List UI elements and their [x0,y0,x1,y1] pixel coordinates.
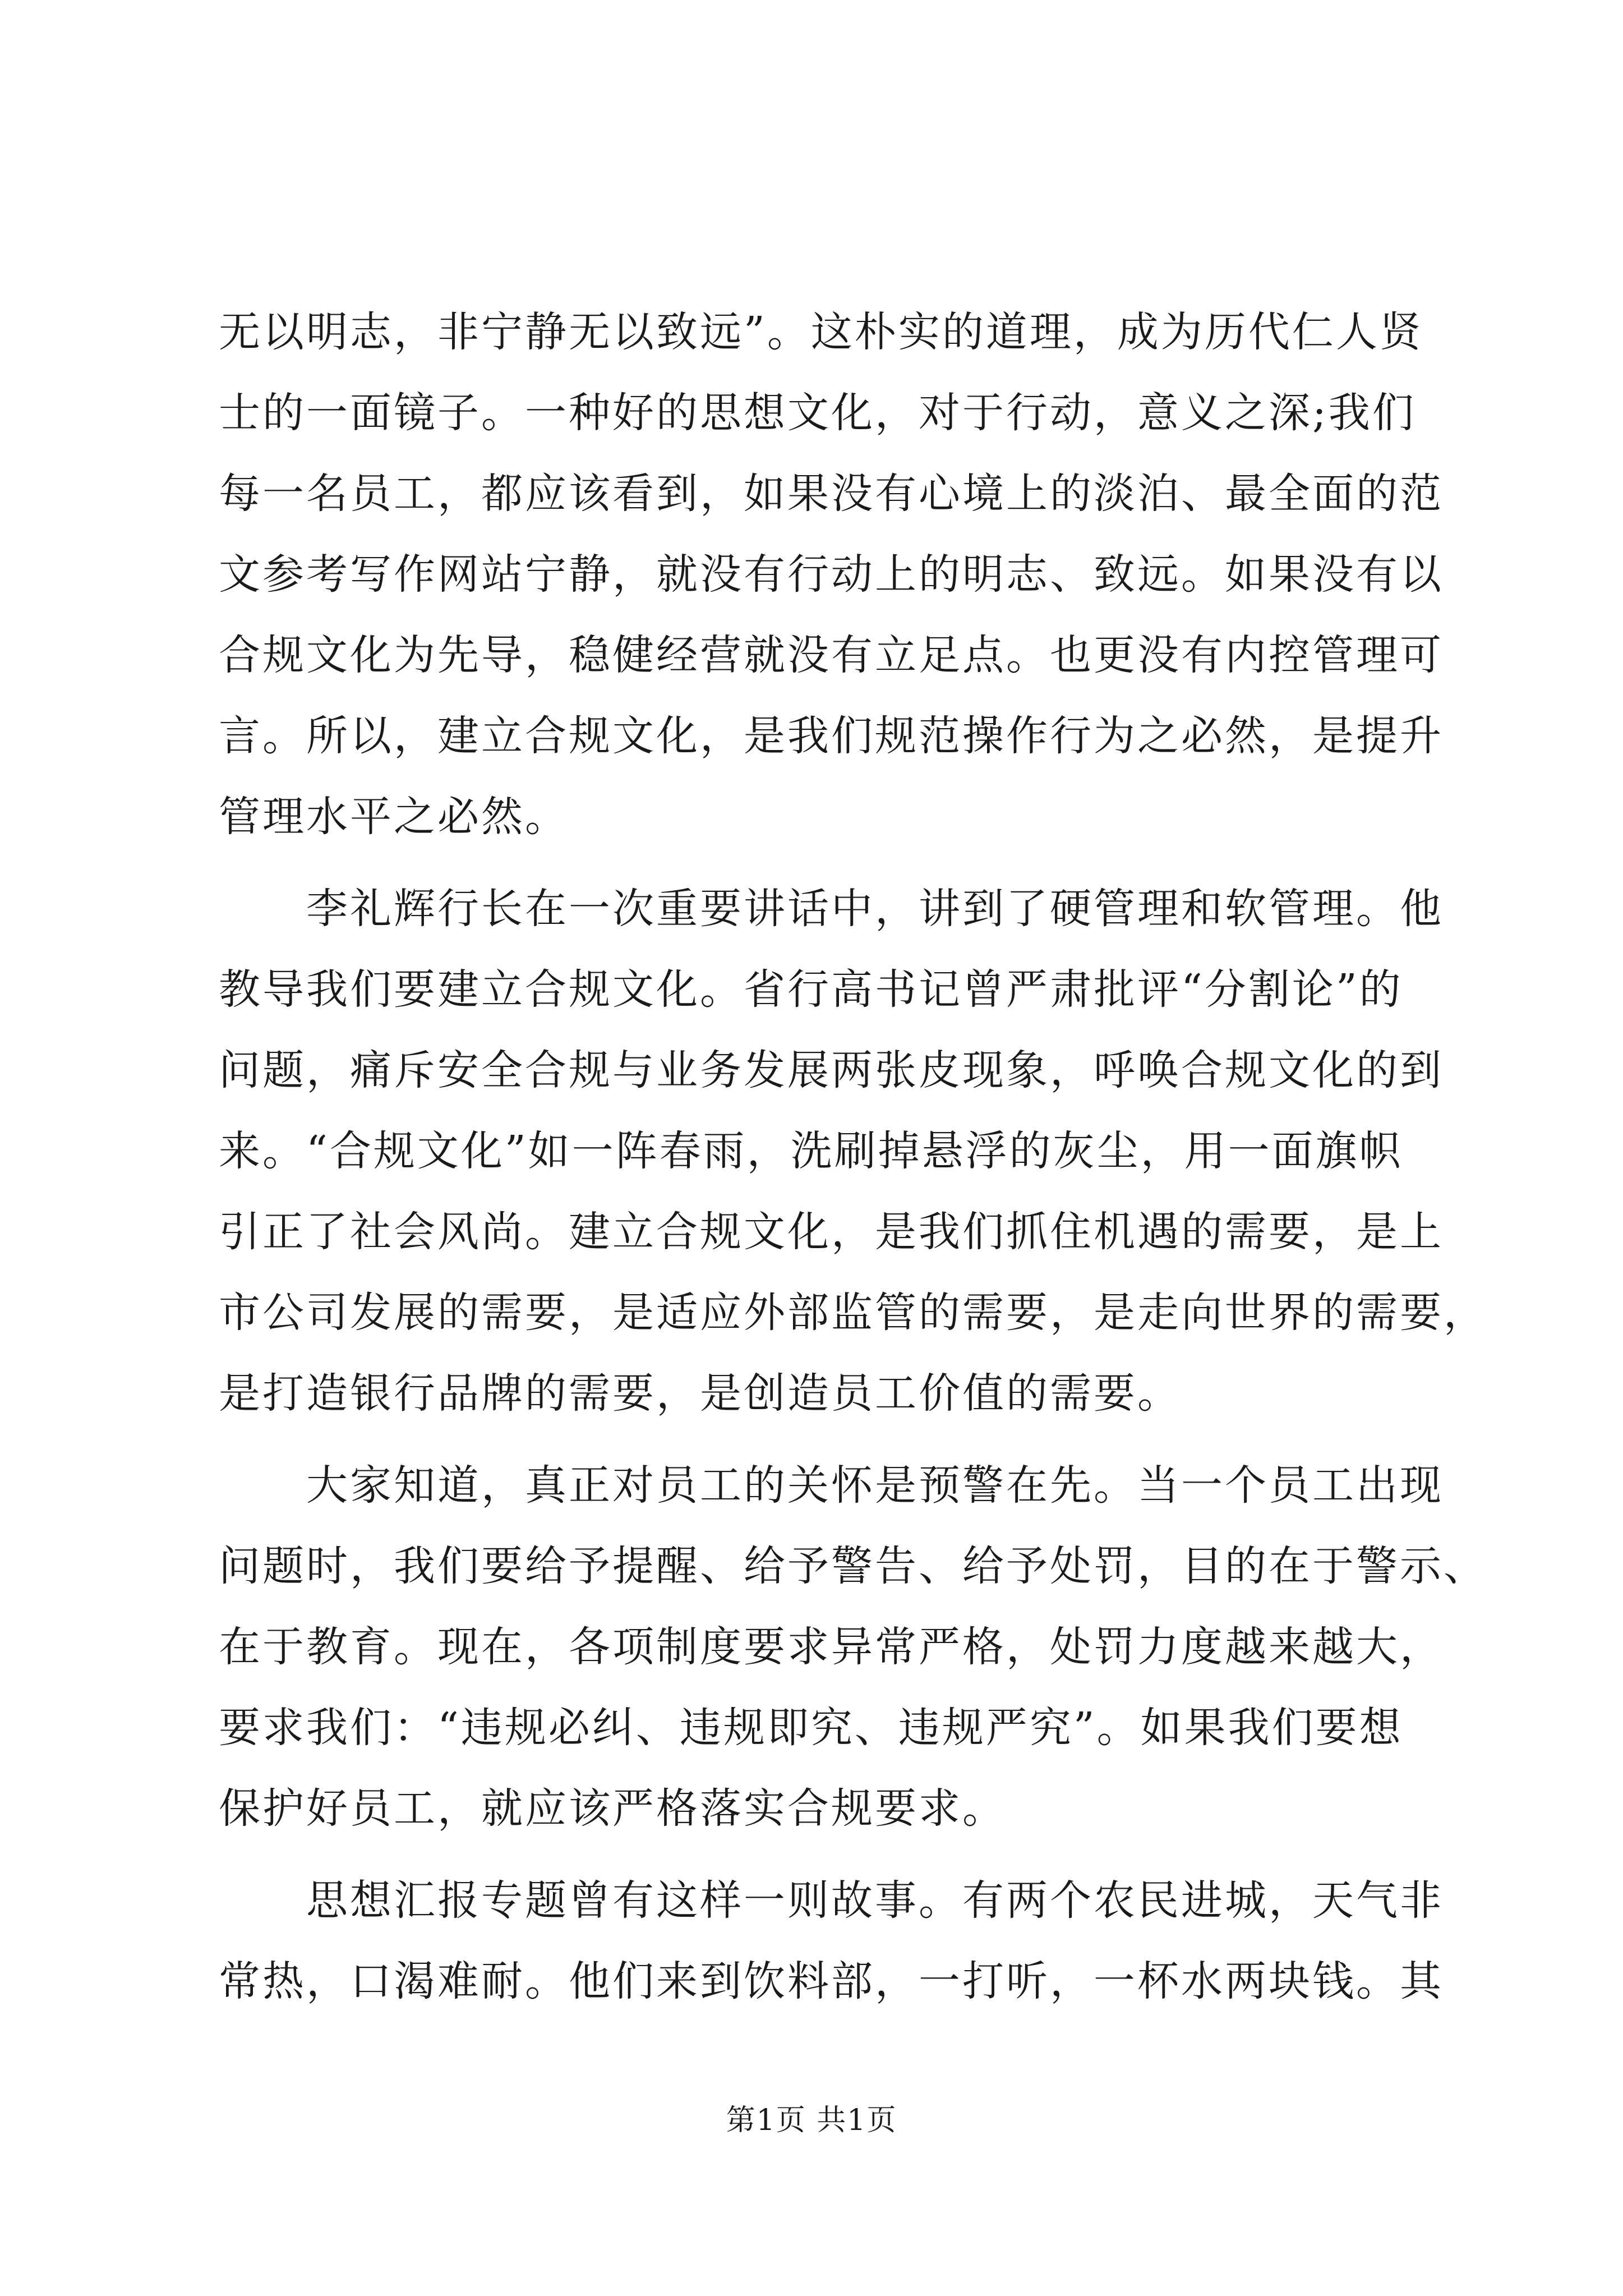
text-line: 常热，口渴难耐。他们来到饮料部，一打听，一杯水两块钱。其 [219,1957,1444,2005]
text-line: 在于教育。现在，各项制度要求异常严格，处罚力度越来越大， [219,1623,1444,1671]
paragraph-spacing [219,1434,1413,1445]
text-line: 文参考写作网站宁静，就没有行动上的明志、致远。如果没有以 [219,550,1444,599]
paragraph-3 [219,1445,1487,1849]
paragraph-1 [219,292,1444,857]
text-line: 来。“合规文化”如一阵春雨，洗刷掉悬浮的灰尘，用一面旗帜 [219,1127,1403,1175]
text-line: 市公司发展的需要，是适应外部监管的需要，是走向世界的需要， [219,1289,1487,1337]
text-line: 言。所以，建立合规文化，是我们规范操作行为之必然，是提升 [219,712,1444,760]
paragraph-spacing [219,857,1413,868]
text-line: 合规文化为先导，稳健经营就没有立足点。也更没有内控管理可 [219,631,1444,679]
text-line: 思想汇报专题曾有这样一则故事。有两个农民进城，天气非 [219,1876,1444,1925]
text-line: 管理水平之必然。 [219,793,569,841]
document-body [219,292,1487,2022]
text-line: 问题时，我们要给予提醒、给予警告、给予处罚，目的在于警示、 [219,1542,1487,1590]
text-line: 无以明志，非宁静无以致远”。这朴实的道理，成为历代仁人贤 [219,308,1423,356]
text-line: 士的一面镜子。一种好的思想文化，对于行动，意义之深;我们 [219,389,1416,437]
text-line: 教导我们要建立合规文化。省行高书记曾严肃批评“分割论”的 [219,965,1403,1014]
text-line: 每一名员工，都应该看到，如果没有心境上的淡泊、最全面的范 [219,470,1444,518]
paragraph-4 [219,1860,1444,2022]
page-footer: 第1页 共1页 [726,2104,897,2137]
text-line: 李礼辉行长在一次重要讲话中，讲到了硬管理和软管理。他 [219,885,1444,933]
text-line: 要求我们：“违规必纠、违规即究、违规严究”。如果我们要想 [219,1704,1403,1752]
text-line: 引正了社会风尚。建立合规文化，是我们抓住机遇的需要，是上 [219,1208,1444,1256]
text-line: 问题，痛斥安全合规与业务发展两张皮现象，呼唤合规文化的到 [219,1046,1444,1094]
paragraph-2 [219,868,1487,1434]
text-line: 是打造银行品牌的需要，是创造员工价值的需要。 [219,1369,1181,1418]
text-line: 保护好员工，就应该严格落实合规要求。 [219,1784,1006,1833]
paragraph-spacing [219,1849,1413,1860]
text-line: 大家知道，真正对员工的关怀是预警在先。当一个员工出现 [219,1461,1444,1510]
